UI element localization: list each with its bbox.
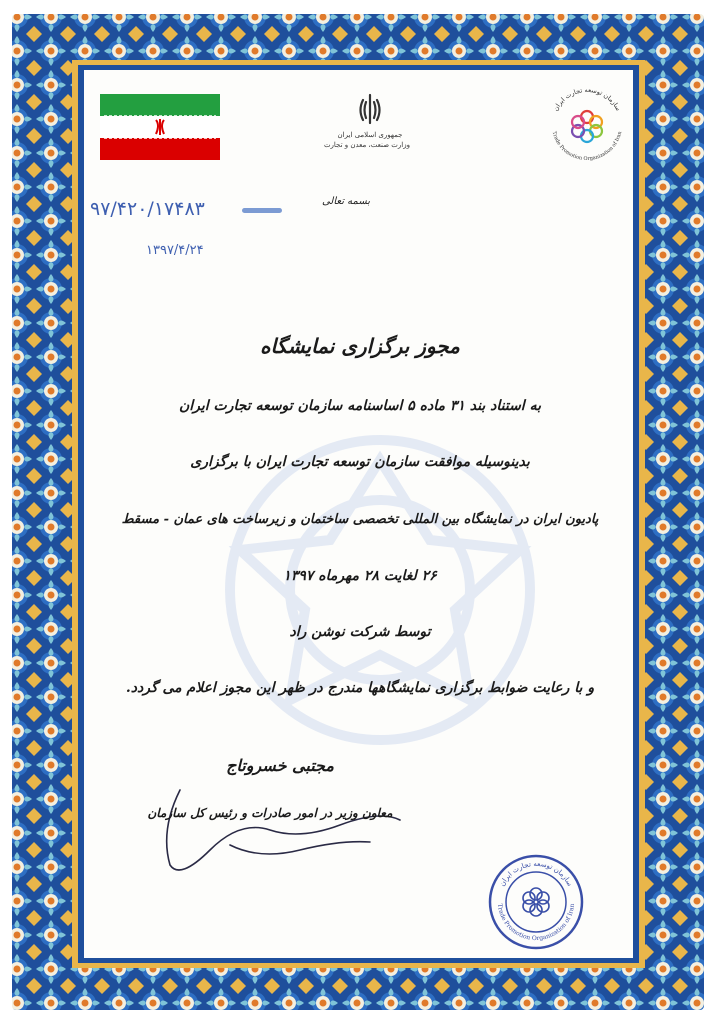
signatory-name: مجتبی خسروتاج: [226, 756, 334, 775]
watermark-logo: [170, 380, 590, 800]
reference-number: ۹۷/۴۲۰/۱۷۴۸۳: [90, 198, 205, 220]
body-line-5: توسط شرکت نوشن راد: [289, 624, 431, 640]
body-line-2: بدینوسیله موافقت سازمان توسعه تجارت ایران با برگزاری: [190, 454, 530, 470]
emblem-line-2: وزارت صنعت، معدن و تجارت: [323, 141, 410, 149]
tpo-logo-fa: سازمان توسعه تجارت ایران: [551, 85, 623, 113]
document-title: مجوز برگزاری نمایشگاه: [260, 334, 460, 358]
bismillah-heading: بسمه تعالی: [321, 196, 371, 207]
svg-text:سازمان توسعه تجارت ایران: [552, 86, 623, 112]
tpo-logo-en: Trade Promotion Organization of Iran: [550, 130, 624, 163]
body-line-1: به استناد بند ۳۱ ماده ۵ اساسنامه سازمان توسعه تجارت ایران: [179, 398, 541, 414]
stamp-text-en: Trade Promotion Organization of Iran: [496, 903, 576, 943]
official-stamp: [486, 852, 586, 952]
reference-dash: [242, 208, 282, 213]
handwritten-signature: [140, 770, 420, 890]
emblem-line-1: جمهوری اسلامی ایران: [337, 131, 403, 139]
reference-date: ۱۳۹۷/۴/۲۴: [146, 243, 204, 258]
signatory-title: معاون وزیر در امور صادرات و رئیس کل سازمان: [147, 806, 393, 820]
iran-flag: [100, 94, 220, 160]
stamp-text-fa: سازمان توسعه تجارت ایران: [498, 859, 574, 888]
national-emblem: [323, 92, 410, 150]
body-line-3: پادیون ایران در نمایشگاه بین المللی تخصصی ساختمان و زیرساخت های عمان - مسقط: [121, 512, 599, 527]
body-line-4: ۲۶ لغایت ۲۸ مهرماه ۱۳۹۷: [283, 568, 437, 584]
svg-text:Trade Promotion Organization o: [496, 903, 576, 942]
body-line-6: و با رعایت ضوابط برگزاری نمایشگاهها مندرج در ظهر این مجوز اعلام می گردد.: [125, 680, 595, 696]
emblem-icon: [353, 92, 387, 126]
tpo-logo: [546, 84, 628, 166]
svg-text:Trade Promotion Organization o: [551, 130, 624, 162]
